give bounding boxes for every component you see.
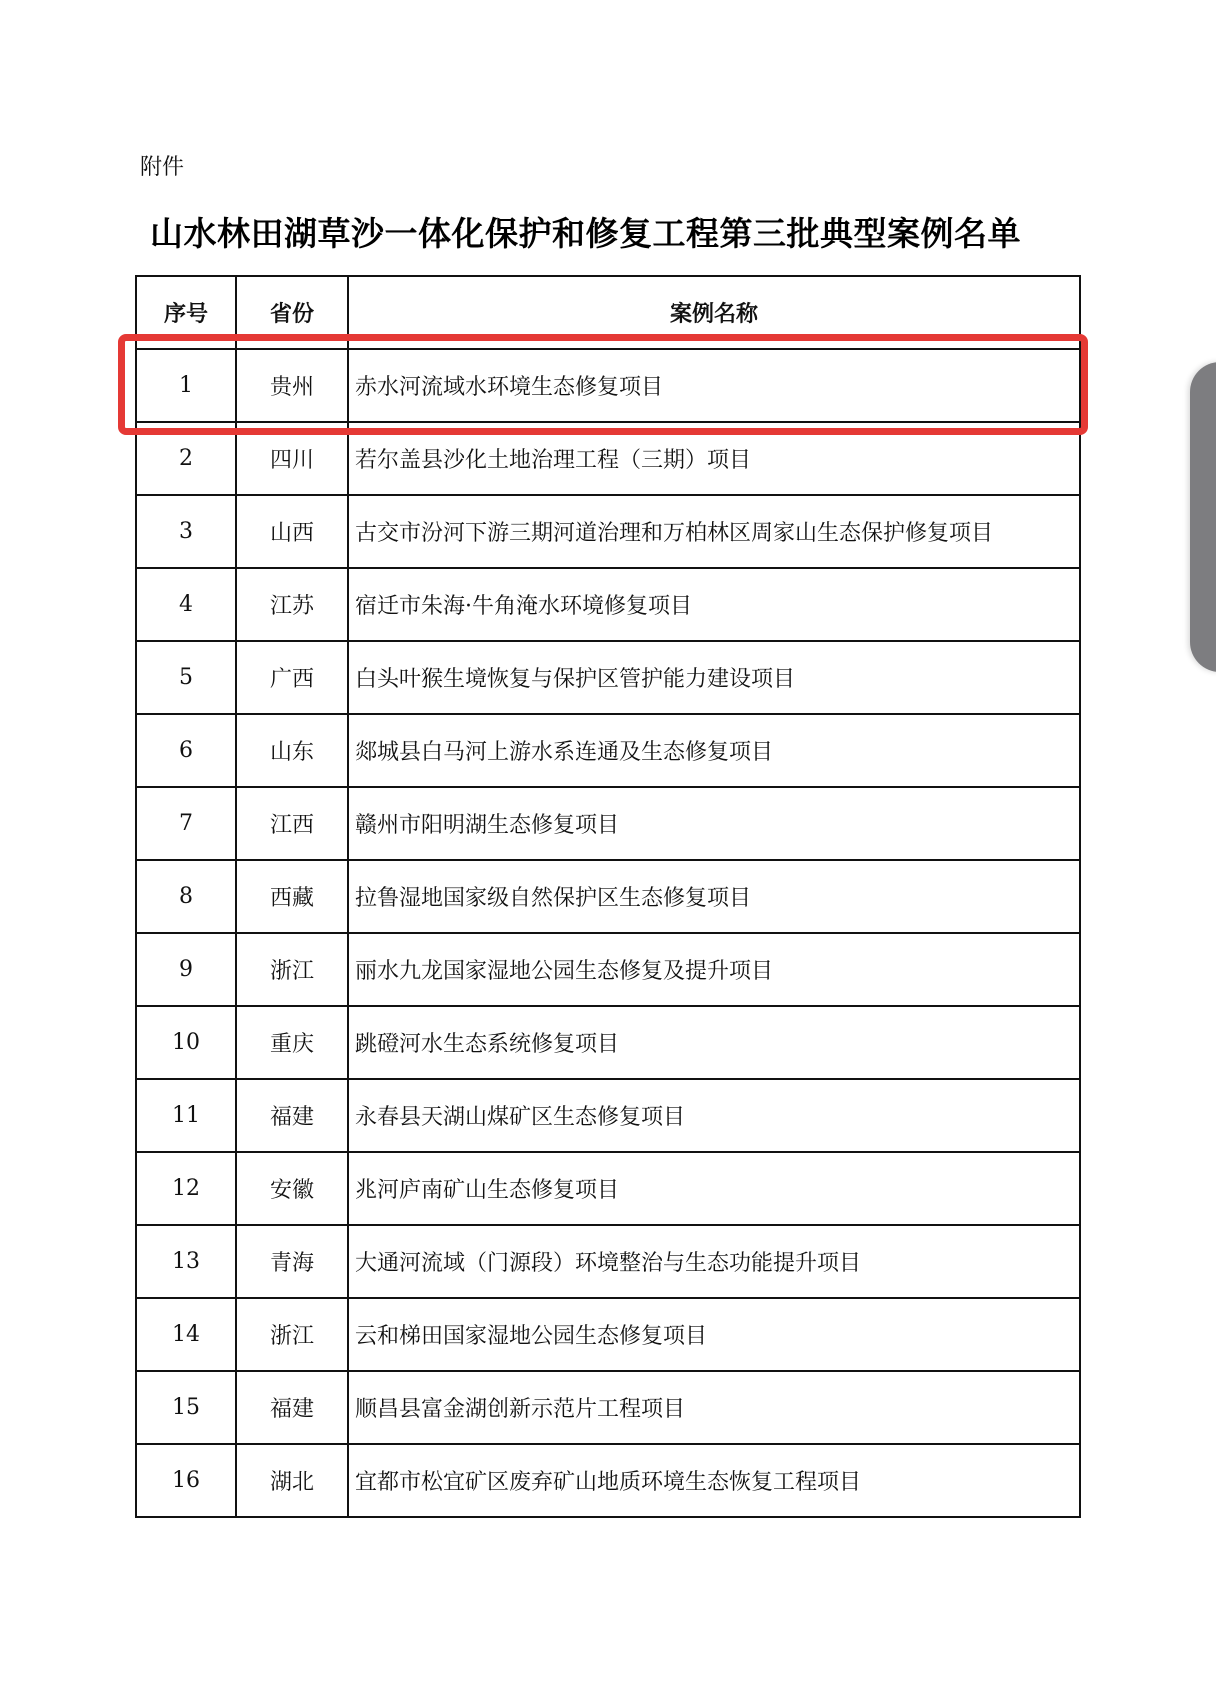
attachment-label: 附件	[140, 155, 185, 180]
table-body	[136, 349, 1080, 1517]
row-province: 湖北	[236, 1444, 348, 1517]
row-number: 3	[136, 495, 236, 568]
row-case-name: 兆河庐南矿山生态修复项目	[348, 1152, 1080, 1225]
table-row	[136, 495, 1080, 568]
row-number: 9	[136, 933, 236, 1006]
row-case-name: 跳磴河水生态系统修复项目	[348, 1006, 1080, 1079]
table-row	[136, 568, 1080, 641]
row-number: 6	[136, 714, 236, 787]
row-province: 贵州	[236, 349, 348, 422]
header-province: 省份	[236, 276, 348, 349]
row-case-name: 永春县天湖山煤矿区生态修复项目	[348, 1079, 1080, 1152]
row-case-name: 白头叶猴生境恢复与保护区管护能力建设项目	[348, 641, 1080, 714]
row-province: 重庆	[236, 1006, 348, 1079]
row-case-name: 云和梯田国家湿地公园生态修复项目	[348, 1298, 1080, 1371]
table-row	[136, 1152, 1080, 1225]
row-number: 14	[136, 1298, 236, 1371]
row-province: 广西	[236, 641, 348, 714]
table-row	[136, 933, 1080, 1006]
table-row	[136, 1079, 1080, 1152]
row-case-name: 大通河流域（门源段）环境整治与生态功能提升项目	[348, 1225, 1080, 1298]
row-number: 11	[136, 1079, 236, 1152]
table-row	[136, 422, 1080, 495]
row-number: 15	[136, 1371, 236, 1444]
document-title: 山水林田湖草沙一体化保护和修复工程第三批典型案例名单	[150, 214, 1021, 253]
row-province: 青海	[236, 1225, 348, 1298]
table-row	[136, 349, 1080, 422]
row-province: 江苏	[236, 568, 348, 641]
table-row	[136, 1298, 1080, 1371]
table-row	[136, 860, 1080, 933]
row-case-name: 若尔盖县沙化土地治理工程（三期）项目	[348, 422, 1080, 495]
row-number: 7	[136, 787, 236, 860]
row-province: 江西	[236, 787, 348, 860]
row-province: 山西	[236, 495, 348, 568]
row-case-name: 丽水九龙国家湿地公园生态修复及提升项目	[348, 933, 1080, 1006]
header-case-name: 案例名称	[348, 276, 1080, 349]
table-row	[136, 714, 1080, 787]
row-case-name: 顺昌县富金湖创新示范片工程项目	[348, 1371, 1080, 1444]
row-case-name: 宿迁市朱海·牛角淹水环境修复项目	[348, 568, 1080, 641]
row-case-name: 拉鲁湿地国家级自然保护区生态修复项目	[348, 860, 1080, 933]
case-list-table	[135, 275, 1081, 1518]
row-province: 福建	[236, 1079, 348, 1152]
table-row	[136, 641, 1080, 714]
row-number: 13	[136, 1225, 236, 1298]
row-province: 浙江	[236, 933, 348, 1006]
row-case-name: 古交市汾河下游三期河道治理和万柏林区周家山生态保护修复项目	[348, 495, 1080, 568]
table-header-row	[136, 276, 1080, 349]
table-row	[136, 787, 1080, 860]
table-row	[136, 1225, 1080, 1298]
row-number: 1	[136, 349, 236, 422]
row-province: 西藏	[236, 860, 348, 933]
row-number: 2	[136, 422, 236, 495]
scroll-handle[interactable]	[1190, 362, 1216, 672]
row-number: 8	[136, 860, 236, 933]
row-case-name: 宜都市松宜矿区废弃矿山地质环境生态恢复工程项目	[348, 1444, 1080, 1517]
row-number: 4	[136, 568, 236, 641]
header-number: 序号	[136, 276, 236, 349]
row-case-name: 郯城县白马河上游水系连通及生态修复项目	[348, 714, 1080, 787]
row-number: 10	[136, 1006, 236, 1079]
row-province: 四川	[236, 422, 348, 495]
row-province: 浙江	[236, 1298, 348, 1371]
table-row	[136, 1444, 1080, 1517]
row-case-name: 赣州市阳明湖生态修复项目	[348, 787, 1080, 860]
table-row	[136, 1006, 1080, 1079]
row-province: 福建	[236, 1371, 348, 1444]
row-number: 16	[136, 1444, 236, 1517]
row-case-name: 赤水河流域水环境生态修复项目	[348, 349, 1080, 422]
row-number: 5	[136, 641, 236, 714]
row-province: 山东	[236, 714, 348, 787]
row-province: 安徽	[236, 1152, 348, 1225]
table-row	[136, 1371, 1080, 1444]
row-number: 12	[136, 1152, 236, 1225]
